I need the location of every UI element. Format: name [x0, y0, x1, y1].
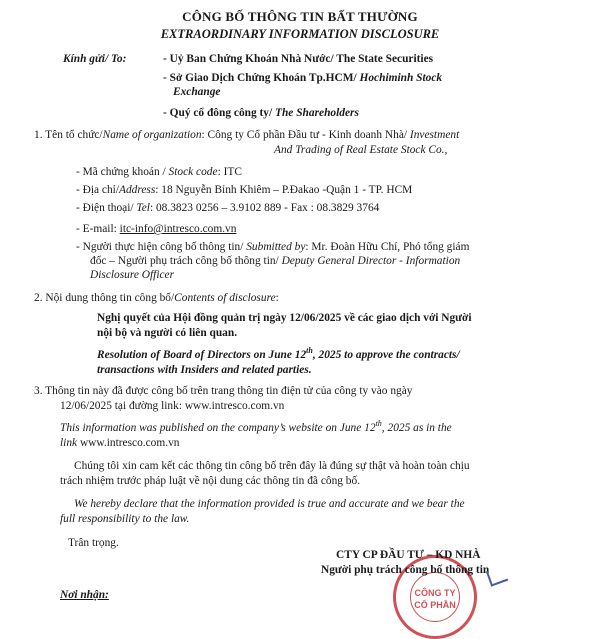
org-name-line: 1. Tên tổ chức/Name of organization: Công ty Cổ phần Đầu tư - Kinh doanh Nhà/ Investment — [34, 129, 460, 141]
resolution-vi-1: Nghị quyết của Hội đồng quản trị ngày 12/06/2025 về các giao dịch với Người — [97, 312, 472, 324]
resolution-en-2: transactions with Insiders and related parties. — [97, 364, 312, 376]
published-vi-2: 12/06/2025 tại đường link: www.intresco.com.vn — [60, 400, 285, 412]
org-name-cont: And Trading of Real Estate Stock Co., — [274, 144, 448, 156]
phone-fax-line: - Điện thoại/ Tel: 08.3823 0256 – 3.9102 889 - Fax : 08.3829 3764 — [76, 202, 380, 214]
recipients-label: Kính gửi/ To: — [63, 53, 127, 65]
submitted-by-cont: đốc – Người phụ trách công bố thông tin/ Deputy General Director - Information — [90, 255, 461, 267]
submitted-by-line: - Người thực hiện công bố thông tin/ Submitted by: Mr. Đoàn Hữu Chí, Phó tổng giám — [76, 241, 470, 253]
published-en-2: link www.intresco.com.vn — [60, 437, 180, 449]
commitment-en-1: We hereby declare that the information provided is true and accurate and we bear the — [74, 498, 465, 510]
commitment-vi-1: Chúng tôi xin cam kết các thông tin công bố trên đây là đúng sự thật và hoàn toàn chịu — [74, 460, 470, 472]
email-line: - E-mail: itc-info@intresco.com.vn — [76, 223, 237, 235]
company-seal-icon: CÔNG TY CỔ PHẦN — [393, 555, 477, 639]
submitted-by-cont2: Disclosure Officer — [90, 269, 175, 281]
contents-heading: 2. Nội dung thông tin công bố/Contents of disclosure: — [34, 292, 279, 304]
recipient-hose-cont: Exchange — [173, 86, 221, 98]
company-signature-name: CTY CP ĐẦU TƯ – KD NHÀ — [336, 549, 481, 561]
commitment-en-2: full responsibility to the law. — [60, 513, 190, 525]
title-vietnamese: CÔNG BỐ THÔNG TIN BẤT THƯỜNG — [182, 9, 418, 24]
regards: Trân trọng. — [68, 537, 119, 549]
address-line: - Địa chỉ/Address: 18 Nguyễn Bỉnh Khiêm – P.Đakao -Quận 1 - TP. HCM — [76, 184, 413, 196]
recipient-ssc: - Uỷ Ban Chứng Khoán Nhà Nước/ The State Securities — [163, 53, 434, 65]
title-english: EXTRAORDINARY INFORMATION DISCLOSURE — [160, 27, 440, 41]
resolution-vi-2: nội bộ và người có liên quan. — [97, 327, 238, 339]
resolution-en-1: Resolution of Board of Directors on June 12th, 2025 to approve the contracts/ — [97, 346, 460, 361]
recipients-list-label: Nơi nhận: — [60, 589, 109, 601]
stock-code-line: - Mã chứng khoán / Stock code: ITC — [76, 166, 242, 178]
email-link[interactable]: itc-info@intresco.com.vn — [119, 223, 237, 235]
published-en-1: This information was published on the company’s website on June 12th, 2025 as in the — [60, 419, 452, 434]
recipient-shareholders: - Quý cổ đông công ty/ The Shareholders — [163, 107, 359, 119]
recipient-hose: - Sở Giao Dịch Chứng Khoán Tp.HCM/ Hochiminh Stock — [163, 72, 443, 84]
disclosure-officer-title: Người phụ trách công bố thông tin — [321, 564, 490, 576]
commitment-vi-2: trách nhiệm trước pháp luật về nội dung các thông tin đã công bố. — [60, 475, 361, 487]
published-vi-1: 3. Thông tin này đã được công bố trên trang thông tin điện tử của công ty vào ngày — [34, 385, 413, 397]
website-link[interactable]: www.intresco.com.vn — [79, 437, 180, 449]
